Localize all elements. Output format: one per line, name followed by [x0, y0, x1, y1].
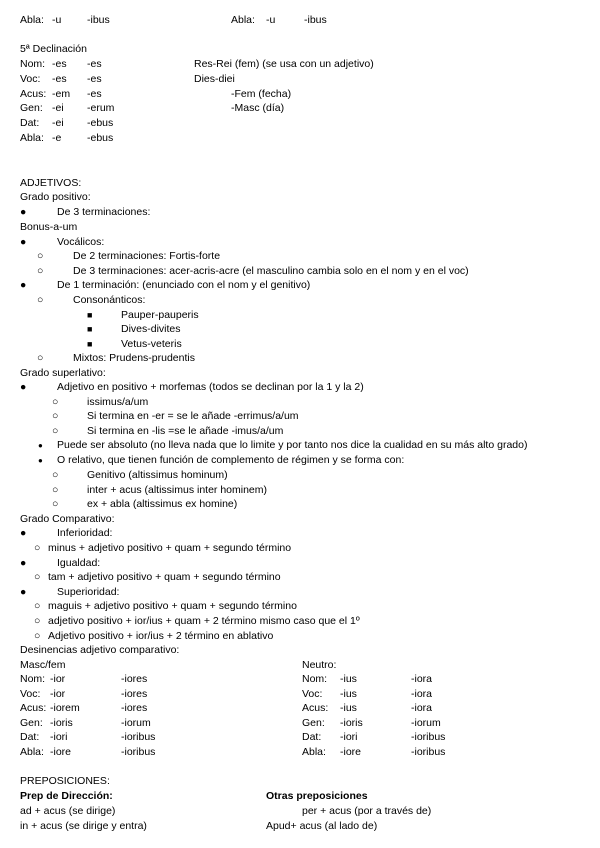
section-heading: Desinencias adjetivo comparativo:	[20, 644, 180, 656]
prep-direccion-heading: Prep de Dirección:	[20, 790, 113, 802]
comp-plur: -iores	[121, 702, 148, 714]
bullet-icon: ●	[20, 206, 27, 218]
comp-sing: -ioris	[340, 717, 363, 729]
hollow-bullet-icon: ○	[34, 630, 41, 642]
list-item: minus + adjetivo positivo + quam + segundo término	[48, 542, 292, 554]
top-left-plur: -ibus	[87, 14, 110, 26]
decl5-note: Res-Rei (fem) (se usa con un adjetivo)	[194, 58, 374, 70]
hollow-bullet-icon: ○	[52, 469, 59, 481]
square-bullet-icon: ■	[87, 339, 93, 349]
list-item: Igualdad:	[57, 557, 101, 569]
hollow-bullet-icon: ○	[52, 410, 59, 422]
comp-case: Gen:	[302, 717, 325, 729]
hollow-bullet-icon: ○	[37, 294, 44, 306]
otras-preposiciones-heading: Otras preposiciones	[266, 790, 368, 802]
bullet-icon: ●	[20, 586, 27, 598]
list-item: Consonánticos:	[73, 294, 146, 306]
comp-plur: -iorum	[121, 717, 151, 729]
top-right-case: Abla:	[231, 14, 255, 26]
list-item: maguis + adjetivo positivo + quam + segundo término	[48, 600, 297, 612]
square-bullet-icon: ■	[87, 324, 93, 334]
comp-sing: -ioris	[50, 717, 73, 729]
decl5-sing: -ei	[52, 102, 64, 114]
hollow-bullet-icon: ○	[52, 425, 59, 437]
hollow-bullet-icon: ○	[34, 615, 41, 627]
list-item: Bonus-a-um	[20, 221, 78, 233]
list-item: Pauper-pauperis	[121, 309, 199, 321]
comp-sing: -iore	[340, 746, 362, 758]
list-item: Puede ser absoluto (no lleva nada que lo limite y por tanto nos dice la cualidad en su más alto grado)	[57, 439, 528, 451]
decl5-sing: -es	[52, 58, 67, 70]
comp-case: Abla:	[20, 746, 44, 758]
decl5-plur: -es	[87, 73, 102, 85]
comp-case: Gen:	[20, 717, 43, 729]
list-item: De 2 terminaciones: Fortis-forte	[73, 250, 221, 262]
list-item: Inferioridad:	[57, 527, 113, 539]
hollow-bullet-icon: ○	[37, 352, 44, 364]
list-item: De 1 terminación: (enunciado con el nom y el genitivo)	[57, 279, 311, 291]
neutro-title: Neutro:	[302, 659, 337, 671]
prep-item: ad + acus (se dirige)	[20, 805, 116, 817]
square-bullet-icon: ■	[87, 310, 93, 320]
top-right-sing: -u	[266, 14, 276, 26]
comp-case: Abla:	[302, 746, 326, 758]
list-item: Si termina en -lis =se le añade -imus/a/um	[87, 425, 284, 437]
bullet-icon: ●	[20, 527, 27, 539]
comp-case: Voc:	[20, 688, 41, 700]
prep-item: Apud+ acus (al lado de)	[266, 820, 378, 832]
decl5-sing: -e	[52, 132, 62, 144]
decl5-case: Nom:	[20, 58, 46, 70]
hollow-bullet-icon: ○	[34, 600, 41, 612]
comp-case: Voc:	[302, 688, 323, 700]
prep-item: per + acus (por a través de)	[302, 805, 432, 817]
comp-sing: -ius	[340, 702, 357, 714]
top-left-sing: -u	[52, 14, 62, 26]
decl5-plur: -erum	[87, 102, 115, 114]
comp-plur: -ioribus	[121, 731, 156, 743]
list-item: inter + acus (altissimus inter hominem)	[87, 484, 268, 496]
comp-case: Acus:	[302, 702, 329, 714]
decl5-case: Acus:	[20, 88, 47, 100]
list-item: Superioridad:	[57, 586, 120, 598]
comp-case: Acus:	[20, 702, 47, 714]
comp-plur: -iores	[121, 673, 148, 685]
list-item: tam + adjetivo positivo + quam + segundo término	[48, 571, 281, 583]
comp-plur: -ioribus	[411, 746, 446, 758]
comp-sing: -iori	[50, 731, 68, 743]
comp-sing: -iorem	[50, 702, 80, 714]
bullet-icon: ●	[20, 279, 27, 291]
comp-case: Dat:	[20, 731, 40, 743]
list-item: Vocálicos:	[57, 236, 105, 248]
decl5-plur: -es	[87, 88, 102, 100]
comp-plur: -ioribus	[121, 746, 156, 758]
comp-sing: -ius	[340, 673, 357, 685]
comp-sing: -iori	[340, 731, 358, 743]
fifth-declension-title: 5ª Declinación	[20, 43, 87, 55]
top-right-plur: -ibus	[304, 14, 327, 26]
comp-sing: -iore	[50, 746, 72, 758]
list-item: Si termina en -er = se le añade -errimus/a/um	[87, 410, 299, 422]
bullet-icon: ●	[38, 441, 43, 450]
prep-item: in + acus (se dirige y entra)	[20, 820, 147, 832]
section-heading: Grado Comparativo:	[20, 513, 115, 525]
decl5-note: -Fem (fecha)	[231, 88, 292, 100]
comp-sing: -ius	[340, 688, 357, 700]
comp-plur: -iorum	[411, 717, 441, 729]
list-item: Dives-divites	[121, 323, 181, 335]
list-item: De 3 terminaciones: acer-acris-acre (el masculino cambia solo en el nom y en el voc)	[73, 265, 469, 277]
comp-plur: -iora	[411, 673, 433, 685]
list-item: Genitivo (altissimus hominum)	[87, 469, 228, 481]
hollow-bullet-icon: ○	[52, 396, 59, 408]
comp-sing: -ior	[50, 673, 66, 685]
decl5-case: Gen:	[20, 102, 43, 114]
adjetivos-title: ADJETIVOS:	[20, 177, 82, 189]
comp-case: Nom:	[302, 673, 328, 685]
list-item: Mixtos: Prudens-prudentis	[73, 352, 195, 364]
comp-sing: -ior	[50, 688, 66, 700]
comp-case: Nom:	[20, 673, 46, 685]
list-item: De 3 terminaciones:	[57, 206, 151, 218]
bullet-icon: ●	[20, 236, 27, 248]
decl5-case: Dat:	[20, 117, 40, 129]
hollow-bullet-icon: ○	[37, 250, 44, 262]
top-left-case: Abla:	[20, 14, 44, 26]
list-item: O relativo, que tienen función de complemento de régimen y se forma con:	[57, 454, 405, 466]
decl5-plur: -ebus	[87, 132, 114, 144]
decl5-plur: -ebus	[87, 117, 114, 129]
comp-plur: -iora	[411, 688, 433, 700]
list-item: issimus/a/um	[87, 396, 149, 408]
section-heading: Grado superlativo:	[20, 367, 106, 379]
comp-plur: -iora	[411, 702, 433, 714]
decl5-plur: -es	[87, 58, 102, 70]
bullet-icon: ●	[20, 381, 27, 393]
preposiciones-title: PREPOSICIONES:	[20, 775, 110, 787]
section-heading: Grado positivo:	[20, 191, 91, 203]
bullet-icon: ●	[20, 557, 27, 569]
comp-plur: -iores	[121, 688, 148, 700]
list-item: adjetivo positivo + ior/ius + quam + 2 término mismo caso que el 1º	[48, 615, 360, 627]
decl5-case: Voc:	[20, 73, 41, 85]
hollow-bullet-icon: ○	[52, 484, 59, 496]
decl5-sing: -em	[52, 88, 71, 100]
list-item: Adjetivo en positivo + morfemas (todos se declinan por la 1 y la 2)	[57, 381, 364, 393]
comp-case: Dat:	[302, 731, 322, 743]
list-item: ex + abla (altissimus ex homine)	[87, 498, 238, 510]
hollow-bullet-icon: ○	[52, 498, 59, 510]
decl5-note: Dies-diei	[194, 73, 235, 85]
decl5-sing: -ei	[52, 117, 64, 129]
masc-fem-title: Masc/fem	[20, 659, 66, 671]
decl5-case: Abla:	[20, 132, 44, 144]
bullet-icon: ●	[38, 456, 43, 465]
hollow-bullet-icon: ○	[37, 265, 44, 277]
hollow-bullet-icon: ○	[34, 571, 41, 583]
hollow-bullet-icon: ○	[34, 542, 41, 554]
list-item: Adjetivo positivo + ior/ius + 2 término en ablativo	[48, 630, 274, 642]
decl5-note: -Masc (día)	[231, 102, 285, 114]
decl5-sing: -es	[52, 73, 67, 85]
list-item: Vetus-veteris	[121, 338, 182, 350]
comp-plur: -ioribus	[411, 731, 446, 743]
